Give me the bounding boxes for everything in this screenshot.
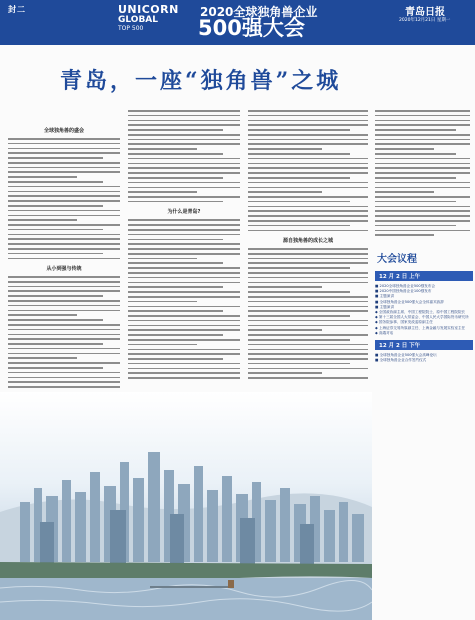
body-text-line (248, 329, 322, 331)
body-text-line (128, 325, 240, 327)
body-text-line (128, 301, 197, 303)
body-text-line (248, 182, 368, 184)
body-text-line (375, 148, 434, 150)
event-title-line1: 2020全球独角兽企业 (200, 5, 318, 19)
body-text-line (375, 177, 456, 179)
article-column-1 (8, 125, 120, 390)
body-text-line (248, 248, 368, 250)
body-text-line (128, 187, 240, 189)
body-text-line (128, 277, 240, 279)
body-text-line (128, 129, 223, 131)
newspaper-logo: 青岛日报 (405, 7, 445, 18)
body-text-line (128, 243, 240, 245)
body-text-line (128, 282, 240, 284)
agenda-item: ◆ 高端对话 (375, 330, 394, 335)
body-text-line (128, 248, 240, 250)
body-text-line (8, 367, 103, 369)
body-text-line (8, 171, 120, 173)
logo-line3: TOP 500 (118, 25, 144, 32)
body-text-line (248, 158, 368, 160)
body-text-line (128, 110, 240, 112)
article-column-2 (128, 110, 240, 390)
body-text-line (248, 291, 350, 293)
body-text-line (8, 162, 120, 164)
body-text-line (128, 167, 240, 169)
body-text-line (248, 230, 368, 232)
body-text-line (8, 148, 120, 150)
body-text-line (375, 234, 434, 236)
agenda-item: ■ 全球独角兽企业500强大会高峰论坛 (375, 353, 437, 358)
body-text-line (8, 210, 120, 212)
body-text-line (248, 220, 368, 222)
body-text-line (375, 230, 470, 232)
body-text-line (8, 348, 120, 350)
body-text-line (8, 253, 103, 255)
body-text-line (128, 163, 240, 165)
body-text-line (248, 349, 368, 351)
body-text-line (248, 358, 368, 360)
body-text-line (128, 291, 240, 293)
body-text-line (8, 157, 103, 159)
agenda-date-header: 12 月 2 日 下午 (375, 340, 473, 350)
body-text-line (248, 153, 350, 155)
agenda-item: ■ 主题演讲 (375, 294, 394, 299)
body-text-line (248, 191, 322, 193)
body-text-line (128, 139, 240, 141)
body-text-line (8, 143, 120, 145)
body-text-line (8, 234, 120, 236)
body-text-line (128, 191, 197, 193)
body-text-line (8, 229, 103, 231)
body-text-line (248, 262, 368, 264)
body-text-line (128, 153, 223, 155)
body-text-line (8, 195, 120, 197)
body-text-line (8, 281, 120, 283)
body-text-line (248, 286, 322, 288)
body-text-line (375, 167, 470, 169)
body-text-line (8, 186, 120, 188)
skyline-illustration (0, 392, 372, 620)
body-text-line (8, 362, 120, 364)
body-text-line (8, 338, 120, 340)
agenda-item: ■ 全球独角兽企业500强大会全体嘉宾致辞 (375, 299, 444, 304)
body-text-line (8, 205, 103, 207)
body-text-line (375, 196, 470, 198)
body-text-line (128, 158, 240, 160)
page-headline: 青岛，一座“独角兽”之城 (60, 68, 342, 94)
body-text-line (248, 215, 368, 217)
body-text-line (248, 167, 368, 169)
logo-line2: GLOBAL (118, 15, 159, 25)
body-text-line (8, 381, 120, 383)
body-text-line (128, 358, 223, 360)
body-text-line (8, 248, 120, 250)
body-text-line (128, 234, 240, 236)
body-text-line (128, 177, 223, 179)
body-text-line (375, 206, 470, 208)
body-text-line (248, 344, 368, 346)
body-text-line (128, 143, 240, 145)
body-text-line (128, 329, 240, 331)
event-title-line2: 500强大会 (198, 16, 305, 40)
body-text-line (248, 129, 350, 131)
body-text-line (128, 296, 240, 298)
body-text-line (248, 334, 368, 336)
body-text-line (248, 306, 368, 308)
body-text-line (128, 229, 240, 231)
body-text-line (8, 215, 120, 217)
body-text-line (8, 324, 120, 326)
body-text-line (375, 172, 470, 174)
body-text-line (8, 377, 120, 379)
body-text-line (248, 206, 368, 208)
body-text-line (248, 301, 368, 303)
body-text-line (128, 115, 240, 117)
body-text-line (248, 310, 368, 312)
body-text-line (248, 277, 368, 279)
body-text-line (8, 191, 120, 193)
body-text-line (128, 363, 240, 365)
agenda-item: ◆ 上海证券交易所原副主任、上海金融与发展实验室主任 (375, 325, 466, 330)
unicorn-global-logo (118, 4, 188, 38)
body-text-line (128, 344, 197, 346)
body-text-line (128, 239, 223, 241)
body-text-line (248, 339, 350, 341)
article-subhead: 从小到强与传统 (46, 266, 82, 273)
body-text-line (8, 243, 120, 245)
body-text-line (248, 320, 368, 322)
body-text-line (8, 200, 120, 202)
body-text-line (248, 120, 368, 122)
body-text-line (128, 349, 240, 351)
body-text-line (8, 305, 120, 307)
body-text-line (8, 314, 77, 316)
body-text-line (128, 219, 240, 221)
agenda-title: 大会议程 (377, 254, 417, 265)
body-text-line (128, 224, 240, 226)
agenda-date-header: 12 月 2 日 上午 (375, 271, 473, 281)
body-text-line (128, 368, 240, 370)
body-text-line (375, 143, 470, 145)
body-text-line (375, 129, 456, 131)
body-text-line (128, 377, 240, 379)
agenda-item: ■ 全球独角兽企业合作签约仪式 (375, 358, 427, 363)
body-text-line (248, 124, 368, 126)
body-text-line (128, 182, 240, 184)
body-text-line (8, 258, 120, 260)
body-text-line (128, 334, 223, 336)
body-text-line (8, 152, 120, 154)
body-text-line (8, 329, 120, 331)
body-text-line (128, 196, 240, 198)
body-text-line (128, 253, 240, 255)
header-band (0, 0, 475, 45)
body-text-line (375, 210, 470, 212)
body-text-line (8, 357, 77, 359)
body-text-line (375, 201, 456, 203)
body-text-line (8, 167, 120, 169)
body-text-line (8, 219, 77, 221)
body-text-line (248, 115, 368, 117)
body-text-line (248, 196, 368, 198)
body-text-line (248, 258, 368, 260)
body-text-line (128, 201, 223, 203)
body-text-line (375, 158, 470, 160)
body-text-line (8, 176, 77, 178)
body-text-line (248, 148, 322, 150)
body-text-line (248, 315, 350, 317)
body-text-line (375, 182, 470, 184)
body-text-line (128, 262, 223, 264)
article-subhead: 源自独角兽的成长之城 (282, 238, 333, 245)
body-text-line (375, 187, 470, 189)
body-text-line (375, 120, 470, 122)
issue-date: 2020年12月21日 星期一 (399, 18, 451, 23)
body-text-line (128, 286, 223, 288)
body-text-line (128, 372, 240, 374)
article-subhead: 全球独角兽的盛会 (43, 128, 84, 134)
body-text-line (8, 343, 103, 345)
body-text-line (8, 276, 120, 278)
body-text-line (248, 177, 350, 179)
body-text-line (375, 153, 456, 155)
body-text-line (8, 286, 120, 288)
body-text-line (375, 191, 434, 193)
body-text-line (8, 300, 120, 302)
page-label: 封二 (8, 5, 26, 14)
body-text-line (248, 225, 350, 227)
body-text-line (248, 267, 350, 269)
body-text-line (8, 319, 103, 321)
body-text-line (128, 315, 240, 317)
body-text-line (248, 272, 368, 274)
body-text-line (128, 353, 240, 355)
body-text-line (248, 143, 368, 145)
body-text-line (375, 124, 470, 126)
agenda-item: ■ 2020全球独角兽企业500强发布会 (375, 284, 436, 288)
body-text-line (128, 258, 197, 260)
body-text-line (248, 253, 368, 255)
agenda-item: ◆ 全国政协副主席、中国工程院院士、原中国工程院院长 (375, 310, 466, 315)
body-text-line (248, 372, 322, 374)
body-text-line (128, 134, 240, 136)
body-text-line (375, 225, 456, 227)
agenda-item: ◆ 国务院参事、国家发改委原副主任 (375, 320, 433, 325)
body-text-line (375, 163, 470, 165)
agenda-item: ■ 主题演讲 (375, 304, 394, 309)
body-text-line (8, 386, 120, 388)
qingdao-skyline-photo (0, 392, 372, 620)
body-text-line (8, 238, 120, 240)
body-text-line (128, 272, 240, 274)
body-text-line (375, 220, 470, 222)
body-text-line (8, 295, 103, 297)
body-text-line (128, 124, 240, 126)
agenda-sidebar (375, 250, 473, 480)
body-text-line (375, 139, 470, 141)
body-text-line (128, 267, 240, 269)
body-text-line (248, 353, 368, 355)
body-text-line (248, 363, 350, 365)
body-text-line (8, 290, 120, 292)
body-text-line (248, 325, 368, 327)
article-subhead: 为什么是青岛? (167, 209, 201, 216)
body-text-line (375, 115, 470, 117)
body-text-line (128, 148, 197, 150)
article-column-4 (375, 110, 470, 245)
body-text-line (248, 134, 368, 136)
body-text-line (248, 282, 368, 284)
logo-line1: UNICORN (118, 3, 179, 16)
body-text-line (128, 120, 240, 122)
body-text-line (248, 368, 368, 370)
body-text-line (128, 172, 240, 174)
agenda-item: ◆ 第十三届全国人大常委会、中国人民大学国际货币研究所 (375, 315, 469, 320)
body-text-line (248, 201, 350, 203)
body-text-line (375, 134, 470, 136)
body-text-line (248, 139, 368, 141)
body-text-line (8, 372, 120, 374)
body-text-line (128, 320, 240, 322)
body-text-line (8, 353, 120, 355)
body-text-line (8, 224, 120, 226)
body-text-line (375, 215, 470, 217)
body-text-line (128, 306, 240, 308)
body-text-line (375, 110, 470, 112)
body-text-line (8, 310, 120, 312)
agenda-item: ■ 2020中国独角兽企业100强发布 (375, 289, 432, 294)
body-text-line (248, 377, 368, 379)
body-text-line (8, 138, 120, 140)
body-text-line (248, 210, 368, 212)
body-text-line (128, 339, 240, 341)
body-text-line (8, 334, 120, 336)
body-text-line (248, 163, 368, 165)
body-text-line (248, 296, 368, 298)
body-text-line (248, 172, 368, 174)
body-text-line (248, 187, 368, 189)
article-column-3 (248, 110, 368, 390)
body-text-line (8, 181, 103, 183)
body-text-line (128, 310, 223, 312)
body-text-line (248, 110, 368, 112)
